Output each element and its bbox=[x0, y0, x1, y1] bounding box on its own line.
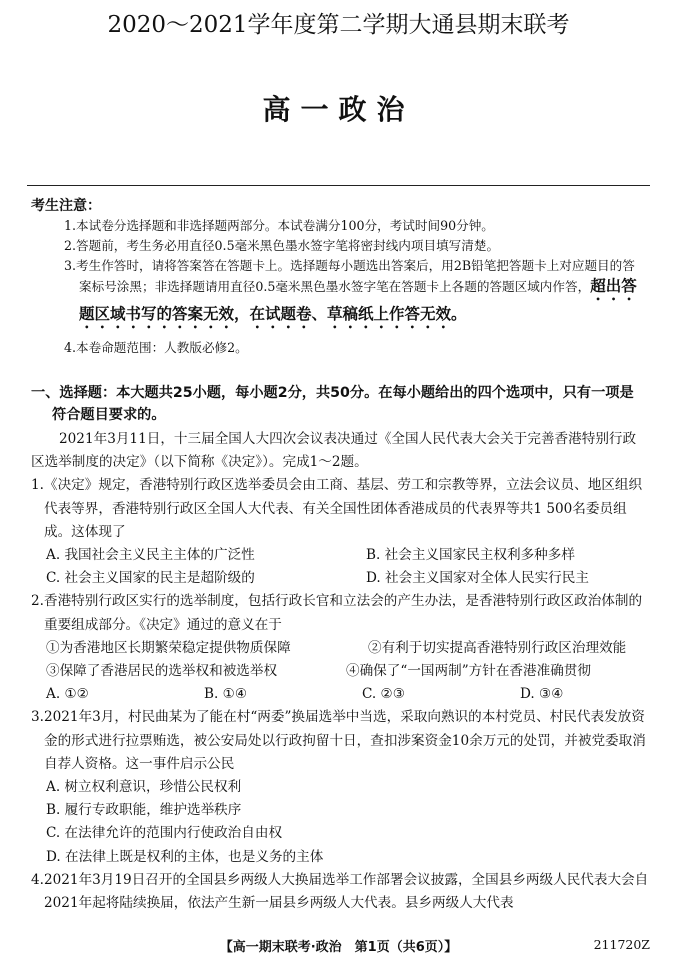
page-footer: 【高一期末联考·政治 第1页（共6页）】 bbox=[219, 940, 458, 955]
notice-item: 2.答题前，考生务必用直径0.5毫米黑色墨水签字笔将密封线内项目填写清楚。 bbox=[64, 238, 500, 253]
statement-row bbox=[31, 637, 649, 660]
divider bbox=[27, 185, 650, 186]
option: B. 履行专政职能，维护选举秩序 bbox=[46, 802, 242, 819]
option: D. 社会主义国家对全体人民实行民主 bbox=[366, 570, 589, 587]
option: A. 树立权利意识，珍惜公民权利 bbox=[46, 779, 242, 796]
option: A. 我国社会主义民主主体的广泛性 bbox=[46, 547, 255, 564]
subject-title: 高一政治 bbox=[262, 93, 415, 126]
question-stem: 2.香港特别行政区实行的选举制度，包括行政长官和立法会的产生办法，是香港特别行政区政治体制的重要组成部分。《决定》通过的意义在于 bbox=[31, 593, 643, 633]
paper-code: 211720Z bbox=[593, 937, 650, 952]
notice-warning: 超出答题区域书写的答案无效，在试题卷、草稿纸上作答无效。 bbox=[79, 277, 637, 323]
statement: ③保障了香港居民的选举权和被选举权 bbox=[46, 663, 278, 680]
option-row bbox=[31, 683, 649, 706]
option: C. 社会主义国家的民主是超阶级的 bbox=[46, 570, 255, 587]
statement: ④确保了“一国两制”方针在香港准确贯彻 bbox=[346, 663, 591, 680]
statement: ①为香港地区长期繁荣稳定提供物质保障 bbox=[46, 639, 291, 656]
section-heading bbox=[31, 382, 649, 426]
notice-item bbox=[64, 256, 647, 332]
option: C. ②③ bbox=[362, 686, 405, 703]
option: A. ①② bbox=[46, 686, 89, 703]
material-paragraph: 2021年3月11日，十三届全国人大四次会议表决通过《全国人民代表大会关于完善香港特别行政区选举制度的决定》（以下简称《决定》）。完成1～2题。 bbox=[31, 431, 637, 471]
option: D. ③④ bbox=[520, 686, 564, 703]
notice-list bbox=[64, 216, 647, 358]
statement-row bbox=[31, 660, 649, 683]
option-row bbox=[31, 567, 649, 590]
notice-item-text: 3.考生作答时，请将答案答在答题卡上。选择题每小题选出答案后，用2B铅笔把答题卡上对应题目的答案标号涂黑；非选择题请用直径0.5毫米黑色墨水签字笔在答题卡上各题的答题区域内作答， bbox=[64, 258, 635, 294]
option: B. 社会主义国家民主权利多种多样 bbox=[366, 547, 575, 564]
option: B. ①④ bbox=[204, 686, 248, 703]
notice-heading: 考生注意： bbox=[31, 198, 101, 214]
option: C. 在法律允许的范围内行使政治自由权 bbox=[46, 825, 283, 842]
option: D. 在法律上既是权利的主体，也是义务的主体 bbox=[46, 848, 324, 865]
section-line: 一、选择题：本大题共25小题，每小题2分，共50分。在每小题给出的四个选项中，只有一项是 bbox=[31, 385, 634, 401]
question-stem: 1.《决定》规定，香港特别行政区选举委员会由工商、基层、劳工和宗教等界，立法会议员、地区组织代表等界，香港特别行政区全国人大代表、有关全国性团体香港成员的代表界等共1 500名委员组成。这体现了 bbox=[31, 477, 643, 540]
exam-title: 2020～2021学年度第二学期大通县期末联考 bbox=[107, 12, 570, 38]
questions bbox=[31, 428, 649, 915]
option-row bbox=[31, 544, 649, 567]
question-stem: 3.2021年3月，村民曲某为了能在村“两委”换届选举中当选，采取向熟识的本村党员、村民代表发放资金的形式进行拉票贿选，被公安局处以行政拘留十日，查扣涉案资金10余万元的处罚，并被党委取消自荐人资格。这一事件启示公民 bbox=[31, 709, 646, 772]
section-line: 符合题目要求的。 bbox=[52, 407, 166, 423]
statement: ②有利于切实提高香港特别行政区治理效能 bbox=[368, 639, 627, 656]
notice-item: 4.本卷命题范围：人教版必修2。 bbox=[64, 340, 248, 355]
notice-item: 1.本试卷分选择题和非选择题两部分。本试卷满分100分，考试时间90分钟。 bbox=[64, 218, 494, 233]
question-stem: 4.2021年3月19日召开的全国县乡两级人大换届选举工作部署会议披露，全国县乡两级人民代表大会自2021年起将陆续换届，依法产生新一届县乡两级人大代表。县乡两级人大代表 bbox=[31, 871, 649, 912]
